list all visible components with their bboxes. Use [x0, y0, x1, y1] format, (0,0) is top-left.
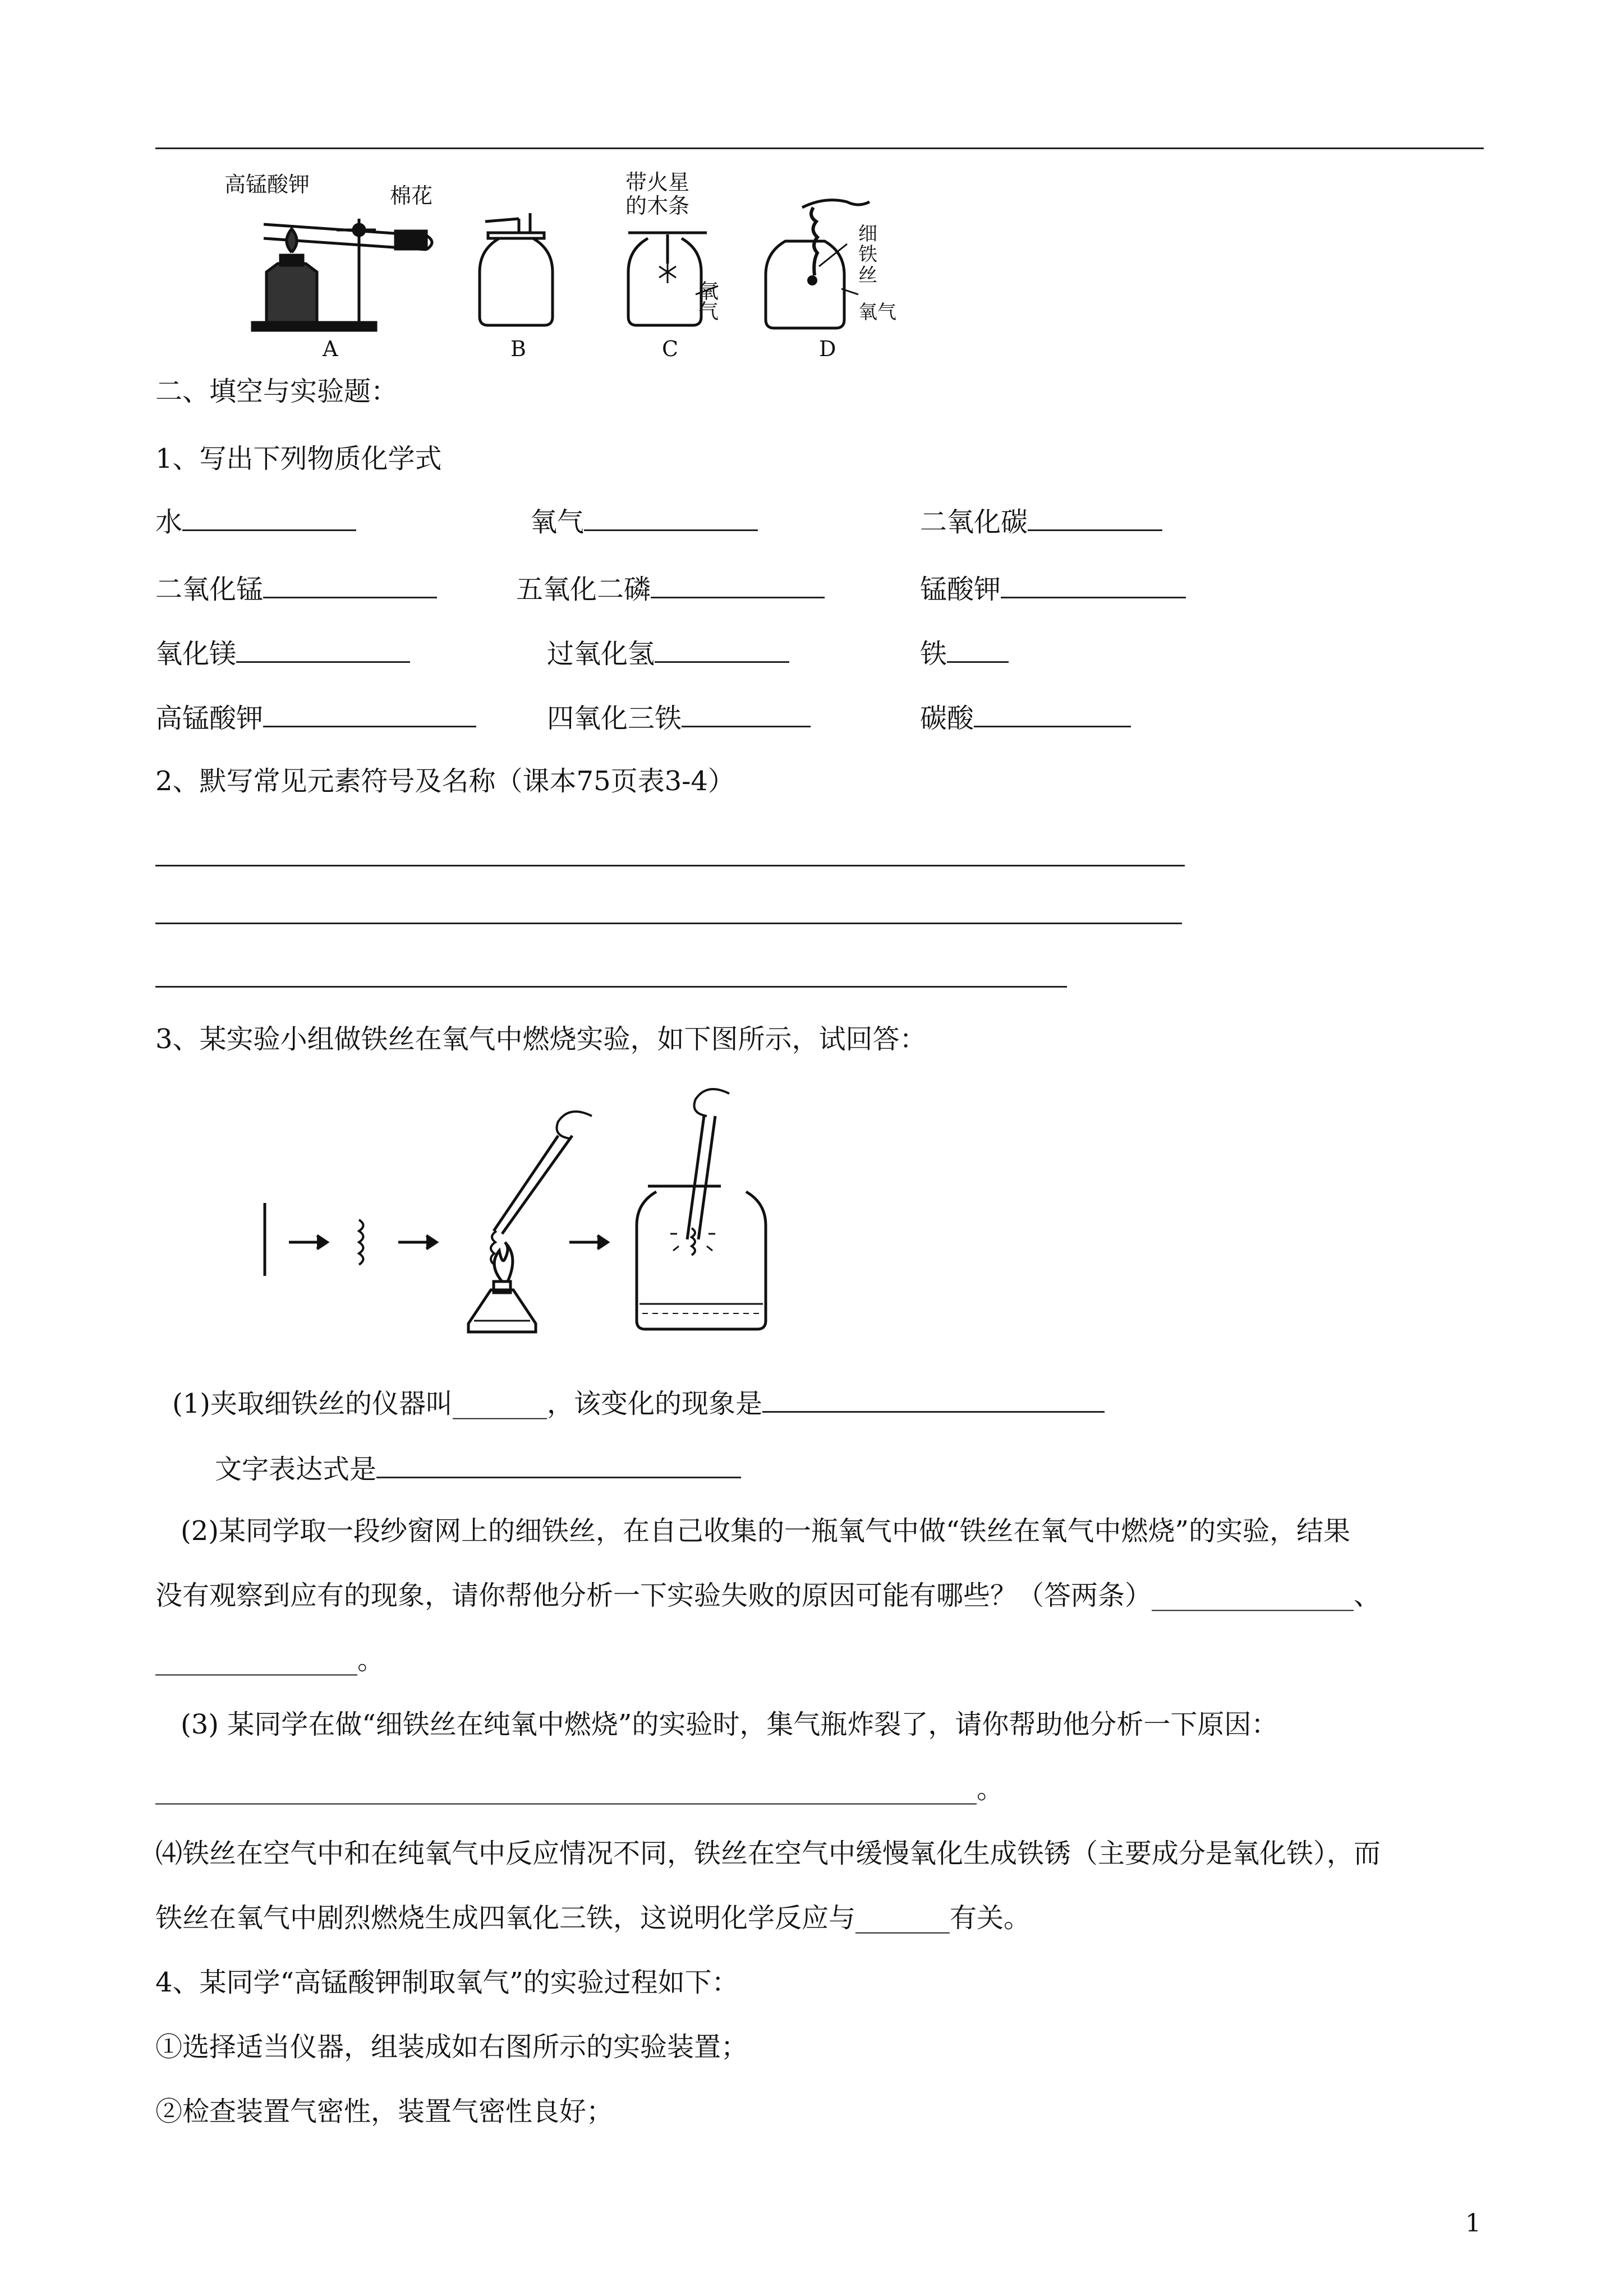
answer-blank[interactable] — [974, 700, 1131, 727]
formula-item — [920, 504, 1162, 539]
label-cotton: 棉花 — [390, 183, 433, 208]
label-oxygen-d: 氧气 — [858, 301, 896, 324]
formula-item — [155, 700, 476, 735]
answer-blank[interactable] — [947, 635, 1009, 663]
q3-part1-expression-label: 文字表达式是 — [215, 1454, 377, 1485]
label-wire-3: 丝 — [858, 264, 877, 287]
formula-label: 过氧化氢 — [547, 638, 655, 670]
answer-line[interactable] — [155, 986, 1067, 988]
label-wire-1: 细 — [858, 223, 877, 245]
formula-label: 水 — [155, 506, 183, 538]
label-oxygen-c: 氧气 — [695, 280, 719, 321]
q3-part4-line1: ⑷铁丝在空气中和在纯氧气中反应情况不同，铁丝在空气中缓慢氧化生成铁锈（主要成分是氧化铁），而 — [155, 1838, 1381, 1869]
q2-title: 2、默写常见元素符号及名称（课本75页表3-4） — [155, 766, 735, 797]
letter-b: B — [510, 336, 526, 361]
answer-blank[interactable] — [1028, 504, 1162, 531]
formula-label: 二氧化碳 — [920, 506, 1028, 538]
answer-blank[interactable] — [1001, 571, 1186, 598]
answer-blank[interactable] — [651, 571, 825, 598]
formula-item — [530, 504, 758, 539]
label-kmno4: 高锰酸钾 — [224, 172, 310, 197]
apparatus-figure — [213, 168, 965, 365]
answer-blank[interactable] — [263, 571, 437, 598]
q3-part1-text: (1)夹取细铁丝的仪器叫_______，该变化的现象是 — [172, 1388, 762, 1419]
formula-item — [516, 571, 825, 606]
formula-label: 锰酸钾 — [920, 574, 1001, 605]
answer-line[interactable] — [155, 865, 1185, 866]
answer-blank[interactable] — [263, 700, 476, 727]
q3-part1 — [172, 1385, 1105, 1421]
answer-line[interactable] — [155, 923, 1182, 924]
formula-label: 五氧化二磷 — [516, 574, 651, 605]
formula-item — [547, 700, 811, 735]
q1-title: 1、写出下列物质化学式 — [155, 443, 442, 474]
formula-item — [155, 635, 410, 671]
formula-label: 氧化镁 — [155, 638, 237, 670]
formula-label: 四氧化三铁 — [547, 703, 682, 734]
formula-item — [155, 504, 356, 539]
q3-part2-line2: 没有观察到应有的现象，请你帮他分析一下实验失败的原因可能有哪些？（答两条）_______________、 — [155, 1580, 1381, 1611]
formula-label: 二氧化锰 — [155, 574, 264, 605]
q3-part3-line2: _____________________________________________________________。 — [155, 1773, 1004, 1805]
page-number: 1 — [1465, 2209, 1481, 2238]
q3-part2-line1: (2)某同学取一段纱窗网上的细铁丝，在自己收集的一瓶氧气中做“铁丝在氧气中燃烧”的实验，结果 — [181, 1515, 1351, 1547]
q4-title: 4、某同学“高锰酸钾制取氧气”的实验过程如下： — [155, 1967, 739, 1998]
q3-part3-line1: (3) 某同学在做“细铁丝在纯氧中燃烧”的实验时，集气瓶炸裂了，请你帮助他分析一下原因： — [181, 1709, 1278, 1740]
answer-blank[interactable] — [236, 635, 410, 663]
q4-step1: ①选择适当仪器，组装成如右图所示的实验装置； — [155, 2031, 748, 2063]
answer-blank[interactable] — [376, 1451, 741, 1478]
formula-label: 高锰酸钾 — [155, 703, 264, 734]
formula-item — [920, 571, 1186, 606]
letter-c: C — [662, 336, 679, 361]
header-rule — [155, 147, 1484, 149]
label-wire-2: 铁 — [858, 243, 877, 266]
answer-blank[interactable] — [182, 504, 356, 531]
formula-label: 氧气 — [530, 506, 585, 538]
label-splint-2: 的木条 — [625, 193, 690, 218]
q3-title: 3、某实验小组做铁丝在氧气中燃烧实验，如下图所示，试回答： — [155, 1023, 927, 1055]
q3-part4-line2: 铁丝在氧气中剧烈燃烧生成四氧化三铁，这说明化学反应与_______有关。 — [155, 1902, 1031, 1934]
formula-item — [547, 635, 789, 671]
letter-d: D — [819, 336, 836, 361]
formula-item — [155, 571, 437, 606]
label-splint-1: 带火星 — [625, 170, 690, 195]
q3-part2-line3: _______________。 — [155, 1644, 385, 1676]
answer-blank[interactable] — [682, 700, 811, 727]
formula-item — [920, 700, 1131, 735]
formula-item — [920, 635, 1009, 671]
formula-label: 碳酸 — [920, 703, 974, 734]
section-title: 二、填空与实验题： — [155, 376, 398, 407]
formula-label: 铁 — [920, 638, 947, 670]
letter-a: A — [323, 336, 338, 361]
iron-wire-figure — [255, 1082, 827, 1352]
answer-blank[interactable] — [655, 635, 789, 663]
answer-blank[interactable] — [762, 1385, 1105, 1413]
q3-part1-expression — [215, 1451, 741, 1486]
answer-blank[interactable] — [584, 504, 758, 531]
q4-step2: ②检查装置气密性，装置气密性良好； — [155, 2096, 614, 2127]
